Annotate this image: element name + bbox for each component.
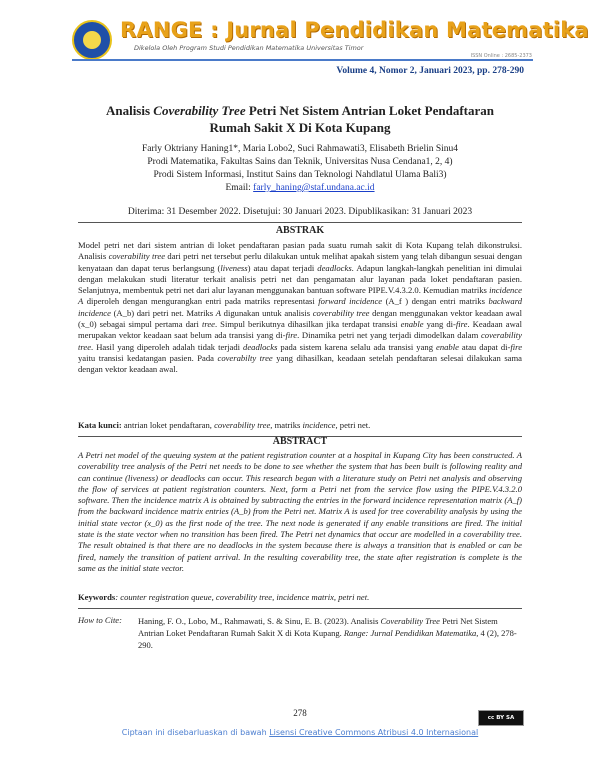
- email-line: [60, 182, 540, 195]
- title-line2: Rumah Sakit X Di Kota Kupang: [209, 120, 391, 135]
- title-italic: Coverability Tree: [153, 103, 246, 118]
- journal-issn: ISSN Online : 2685-2373: [470, 53, 532, 59]
- journal-title: RANGE : Jurnal Pendidikan Matematika: [120, 18, 589, 42]
- cite-label: How to Cite:: [78, 615, 122, 625]
- kata-kunci: Kata kunci: antrian loket pendaftaran, coverability tree, matriks incidence, petri net.: [78, 420, 371, 430]
- license-link[interactable]: Lisensi Creative Commons Atribusi 4.0 Internasional: [269, 728, 479, 737]
- affiliation-1: Prodi Matematika, Fakultas Sains dan Teknik, Universitas Nusa Cendana1, 2, 4): [147, 157, 453, 167]
- divider: [78, 222, 522, 223]
- license-line: Ciptaan ini disebarluaskan di bawah Lisensi Creative Commons Atribusi 4.0 Internasional: [121, 728, 479, 737]
- cite-text: Haning, F. O., Lobo, M., Rahmawati, S. & Sinu, E. B. (2023). Analisis Coverability Tree Petri Net Sistem Antrian Loket Pendaftaran Rumah Sakit X di Kota Kupang. Range: Jurnal Pendidikan Matematika, 4 (2), 278-290.: [138, 616, 517, 650]
- abstract-body: A Petri net model of the queuing system at the patient registration counter at a hospital in Kupang City has been constructed. A coverability tree analysis of the Petri net needs to be done to see whether the system that has been built is following reality and can continue (liveness) or deadlocks can occur. This research began with a literature study on Petri net analysis and observing the flow of services at patient registration counters. Next, form a Petri net from the service flow using the PIPE.V.4.3.2.0 software. Then the incidence matrix A is obtained by subtracting the entries in the forward incidence representation matrix (A_f) from the backward incidence matrix entries (A_b) from the Petri net. Matrix A is used for tree coverability analysis by using the initial state vector (x_0) as the first node of the tree. The next node is generated if any enable transitions are fired. The initial state is the state vector when no transition has been fired. The Petri net dynamics that occur are modelled in a coverability tree. The result obtained is that there are no deadlocks in the system because there is always a transition that is enabled or can be fired, namely the transition of patient arrival. In the resulting coverability tree, the state after registration is complete is the same as the initial state vector.: [78, 450, 522, 573]
- page-number: 278: [293, 708, 307, 718]
- abstract-heading: ABSTRACT: [272, 436, 328, 447]
- email-label: Email:: [225, 183, 251, 193]
- divider: [78, 608, 522, 609]
- email-link[interactable]: farly_haning@staf.undana.ac.id: [253, 183, 375, 193]
- abstrak-body: Model petri net dari sistem antrian di loket pendaftaran pasian pada suatu rumah sakit di Kota Kupang telah dikonstruksi. Analisis coverability tree dari petri net tersebut perlu dilakukan untuk melihat apakah sistem yang telah dibangun sesuai dengan kenyataan dan dapat terus berlangsung (liveness) atau dapat terjadi deadlocks. Adapun langkah-langkah penelitian ini dimulai dengan melakukan studi literatur terkait analisis petri net dan pengamatan alur layanan pada loket pendaftaran pasien. Selanjutnya, membentuk petri net dari alur layanan menggunakan bantuan software PIPE.V.4.3.2.0. Kemudian matriks incidence A diperoleh dengan mengurangkan entri pada matriks representasi forward incidence (A_f ) dengan entri matriks backward incidence (A_b) dari petri net. Matriks A digunakan untuk analisis coverability tree dengan menggunakan vektor keadaan awal (x_0) sebagai simpul pertama dari tree. Simpul berikutnya dihasilkan jika terdapat transisi enable yang di-fire. Keadaan awal merupakan vektor keadaan saat belum ada transisi yang di-fire. Dinamika petri net yang terjadi dimodelkan dalam coverability tree. Hasil yang diperoleh adalah tidak terjadi deadlocks pada sistem karena selalu ada transisi yang enable atau dapat di-fire yaitu transisi kedatangan pasien. Pada coverabilty tree yang dihasilkan, keadaan setelah pendaftaran selesai dilakukan sama dengan vektor keadaan awal.: [78, 240, 523, 375]
- authors: Farly Oktriany Haning1*, Maria Lobo2, Suci Rahmawati3, Elisabeth Brielin Sinu4: [141, 144, 459, 154]
- journal-header: [72, 18, 589, 62]
- title-part: Analisis: [105, 103, 154, 118]
- cc-license-badge-icon[interactable]: cc BY SA: [478, 710, 524, 726]
- abstrak-heading: ABSTRAK: [275, 225, 325, 236]
- journal-publisher: Dikelola Oleh Program Studi Pendidikan Matematika Universitas Timor: [134, 44, 364, 52]
- paper-title: [60, 102, 540, 136]
- affiliation-2: Prodi Sistem Informasi, Institut Sains dan Teknologi Nahdlatul Ulama Bali3): [153, 170, 447, 180]
- title-part: Petri Net Sistem Antrian Loket Pendaftaran: [245, 103, 495, 118]
- journal-logo: [72, 20, 112, 60]
- dates-line: Diterima: 31 Desember 2022. Disetujui: 30 Januari 2023. Dipublikasikan: 31 Januari 2023: [127, 207, 473, 217]
- keywords: Keywords: counter registration queue, coverability tree, incidence matrix, petri net.: [78, 592, 370, 602]
- header-divider: [72, 59, 533, 61]
- volume-line: Volume 4, Nomor 2, Januari 2023, pp. 278-290: [336, 66, 524, 76]
